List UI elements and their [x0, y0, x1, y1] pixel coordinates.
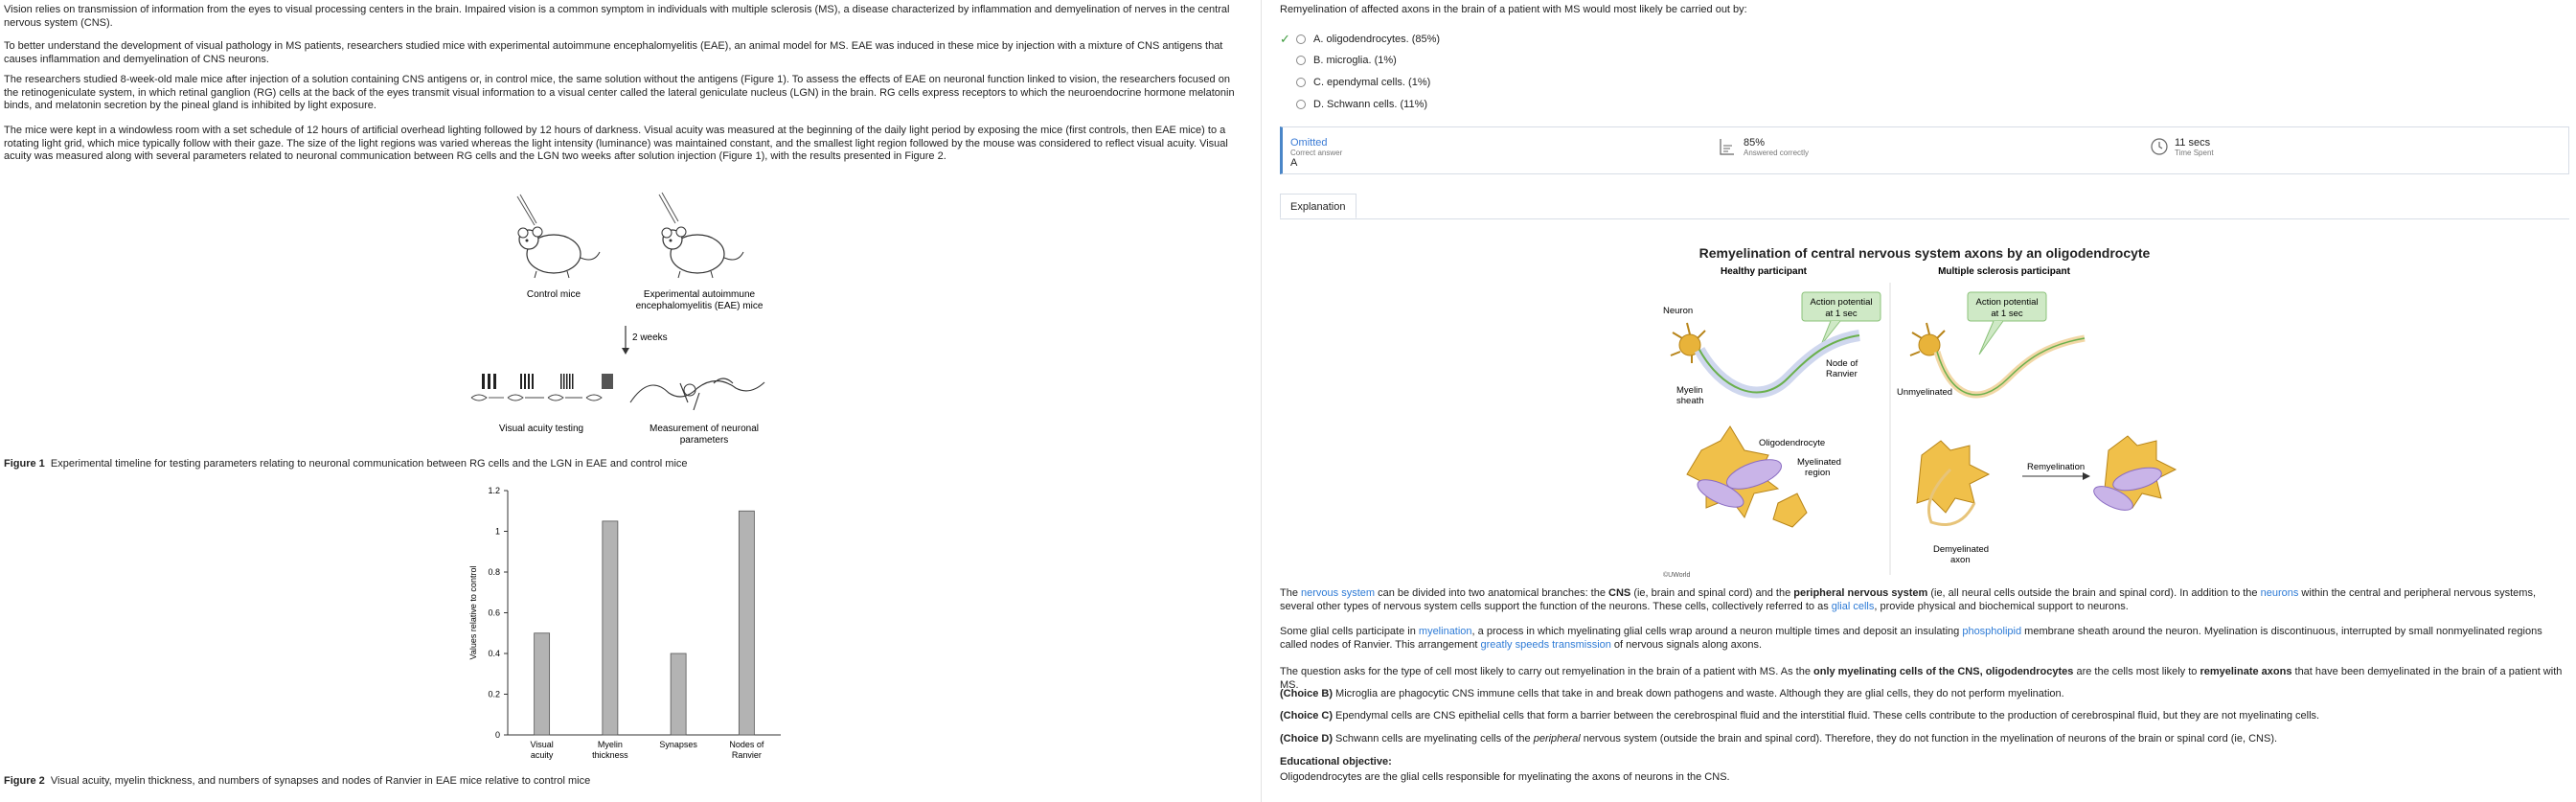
- percent-caption: Answered correctly: [1744, 149, 1810, 157]
- correct-answer-value: A: [1290, 157, 1298, 169]
- y-tick-label: 1.2: [488, 486, 500, 495]
- panel-divider: [1261, 0, 1262, 802]
- choice-b[interactable]: [1280, 53, 1397, 68]
- bar-chart-icon: [1719, 137, 1736, 156]
- passage-paragraph-4: The mice were kept in a windowless room with a set schedule of 12 hours of artificial overhead lighting followed by 12 hours of darkness. Visual acuity was measured at the beginning of the daily light period by exposing the mice (first controls, then EAE mice) to a rotating light grid, which mice typically follow with their gaze. The size of the light regions was varied whereas the light intensity (luminance) was maintained constant, and the smallest light region followed by the mouse was considered to reflect visual acuity. Visual acuity was measured along with several parameters related to neuronal communication between RG cells and the LGN two weeks after solution injection (Figure 1), with the results presented in Figure 2.: [4, 125, 1228, 162]
- choice-c-radio[interactable]: [1296, 78, 1306, 87]
- percent-value: 85%: [1744, 137, 1766, 149]
- explanation-paragraph-1: The nervous system can be divided into two anatomical branches: the CNS (ie, brain and spinal cord) and the peripheral nervous system (ie, all neural cells outside the brain and spinal cord). In addition to the neurons within the central and peripheral nervous systems, several other types of nervous system cells support the function of the neurons. These cells, collectively referred to as glial cells, provide physical and biochemical support to neurons.: [1280, 587, 2536, 612]
- eae-mouse-icon: [659, 193, 743, 278]
- nervous-system-link[interactable]: nervous system: [1301, 587, 1376, 599]
- neuron-sketch-icon: [630, 378, 764, 410]
- y-tick-label: 0.6: [488, 607, 500, 618]
- y-tick-label: 0.8: [488, 567, 500, 577]
- light-grid-icons: [482, 374, 613, 389]
- figure1-caption: [4, 458, 688, 470]
- bar: [671, 653, 686, 735]
- speeds-transmission-link[interactable]: greatly speeds transmission: [1480, 638, 1611, 651]
- figure2-caption: [4, 775, 590, 787]
- y-tick-label: 0.2: [488, 689, 500, 699]
- explanation-choice-c: (Choice C) Ependymal cells are CNS epithelial cells that form a barrier between the cerebrospinal fluid and the interstitial fluid. These cells contribute to the production of cerebrospinal fluid, but they are not myelinating cells.: [1280, 710, 2320, 722]
- passage-panel: [0, 0, 1250, 802]
- y-tick-label: 0: [494, 730, 500, 740]
- choice-b-label: B. microglia. (1%): [1313, 55, 1397, 66]
- y-axis-label: Values relative to control: [468, 565, 478, 660]
- explanation-paragraph-3: The question asks for the type of cell most likely to carry out remyelination in the brain of a patient with MS. As the only myelinating cells of the CNS, oligodendrocytes are the cells most likely to remyelinate axons that have been demyelinated in the brain of a patient with MS.: [1280, 666, 2563, 691]
- unmyelinated-neuron-icon: [1910, 323, 2085, 395]
- figure1-caption-text: Experimental timeline for testing parameters relating to neuronal communication between RG cells and the LGN in EAE and control mice: [50, 458, 688, 470]
- choice-b-radio[interactable]: [1296, 56, 1306, 65]
- x-tick-label: Synapses: [659, 740, 697, 749]
- node-of-ranvier-line2: Ranvier: [1826, 369, 1858, 379]
- bar: [535, 633, 550, 735]
- choice-d[interactable]: [1280, 97, 1427, 112]
- passage-paragraph-1: Vision relies on transmission of information from the eyes to visual processing centers in the brain. Impaired vision is a common symptom in individuals with multiple sclerosis (MS), a disease characterized by inflammation and demyelination of nerves in the central nervous system (CNS).: [4, 4, 1230, 29]
- figure1-caption-label: Figure 1: [4, 458, 45, 470]
- y-tick-label: 0.4: [488, 649, 500, 658]
- visual-acuity-testing-label: Visual acuity testing: [498, 424, 584, 434]
- eae-mice-label-line2: encephalomyelitis (EAE) mice: [635, 301, 764, 311]
- myelin-sheath-line2: sheath: [1676, 396, 1704, 406]
- answer-stats-bar: [1280, 126, 2569, 174]
- question-panel: [1280, 0, 2573, 802]
- x-tick-label: Nodes of: [729, 740, 764, 749]
- time-caption: Time Spent: [2175, 149, 2214, 157]
- remyelination-illustration: [1663, 264, 2180, 580]
- demyelinated-axon-line1: Demyelinated: [1933, 544, 1990, 555]
- figure1-timeline-diagram: [460, 187, 795, 450]
- choice-a-radio[interactable]: [1296, 34, 1306, 44]
- remyelinated-cell-icon: [2090, 436, 2176, 515]
- demyelinated-axon-line2: axon: [1950, 555, 1971, 565]
- y-tick-label: 1: [494, 526, 500, 537]
- measurement-label-line1: Measurement of neuronal: [650, 424, 759, 434]
- educational-objective-text: Oligodendrocytes are the glial cells responsible for myelinating the axons of neurons in the CNS.: [1280, 771, 1730, 783]
- node-of-ranvier-line1: Node of: [1826, 358, 1858, 369]
- testing-mice-row: [471, 395, 602, 401]
- percent-stat: [1719, 137, 1809, 157]
- ms-participant-label: Multiple sclerosis participant: [1938, 266, 2070, 277]
- measurement-label-line2: parameters: [679, 435, 729, 446]
- two-weeks-label: 2 weeks: [632, 332, 668, 343]
- time-stat: [2150, 137, 2214, 157]
- action-potential-healthy-line2: at 1 sec: [1825, 309, 1858, 319]
- neurons-link[interactable]: neurons: [2260, 587, 2299, 599]
- action-potential-healthy-line1: Action potential: [1810, 297, 1873, 308]
- choice-a[interactable]: [1280, 32, 1440, 47]
- status-text: Omitted: [1290, 137, 1328, 149]
- bar: [603, 521, 618, 735]
- x-tick-label: thickness: [592, 750, 628, 760]
- control-mice-label: Control mice: [526, 289, 581, 300]
- choice-c-label: C. ependymal cells. (1%): [1313, 77, 1431, 88]
- educational-objective-heading: Educational objective:: [1280, 756, 1392, 768]
- action-potential-ms-line1: Action potential: [1975, 297, 2039, 308]
- eae-mice-label-line1: Experimental autoimmune: [643, 289, 756, 300]
- passage-paragraph-2: To better understand the development of visual pathology in MS patients, researchers studied mice with experimental autoimmune encephalomyelitis (EAE), an animal model for MS. EAE was induced in these mice by injection with a mixture of CNS antigens that causes inflammation and demyelination of CNS neurons.: [4, 40, 1223, 65]
- correct-check-icon: ✓: [1280, 32, 1290, 46]
- explanation-choice-d: (Choice D) Schwann cells are myelinating cells of the peripheral nervous system (outside the brain and spinal cord). Therefore, they do not function in the myelination of neurons of the brain or spinal cord (ie, CNS).: [1280, 733, 2278, 745]
- explanation-tabbar: [1280, 194, 2569, 219]
- tab-explanation[interactable]: Explanation: [1280, 194, 1356, 218]
- control-mouse-icon: [517, 195, 600, 278]
- time-value: 11 secs: [2175, 137, 2211, 149]
- figure2-bar-chart: [465, 479, 790, 771]
- oligodendrocyte-label: Oligodendrocyte: [1759, 438, 1826, 448]
- x-tick-label: acuity: [530, 750, 554, 760]
- phospholipid-link[interactable]: phospholipid: [1962, 626, 2022, 637]
- bar: [739, 511, 754, 735]
- glial-cells-link[interactable]: glial cells: [1831, 600, 1875, 612]
- x-tick-label: Visual: [530, 740, 554, 749]
- myelinated-region-line2: region: [1805, 468, 1831, 478]
- figure2-caption-label: Figure 2: [4, 775, 45, 787]
- choice-c[interactable]: [1280, 75, 1430, 90]
- myelin-sheath-line1: Myelin: [1676, 385, 1703, 396]
- explanation-paragraph-2: Some glial cells participate in myelination, a process in which myelinating glial cells wrap around a neuron multiple times and deposit an insulating phospholipid membrane sheath around the neuron. Myelination is discontinuous, interrupted by small nonmyelinated regions called nodes of Ranvier. This arrangement greatly speeds transmission of nervous signals along axons.: [1280, 626, 2542, 651]
- figure2-caption-text: Visual acuity, myelin thickness, and numbers of synapses and nodes of Ranvier in EAE mice relative to control mice: [50, 775, 591, 787]
- copyright-text: ©UWorld: [1663, 572, 1691, 579]
- choice-d-label: D. Schwann cells. (11%): [1313, 99, 1428, 110]
- x-tick-label: Myelin: [597, 740, 623, 749]
- action-potential-ms-line2: at 1 sec: [1991, 309, 2023, 319]
- correct-answer-caption: Correct answer: [1290, 149, 1343, 157]
- myelination-link[interactable]: myelination: [1418, 626, 1472, 637]
- choice-a-label: A. oligodendrocytes. (85%): [1313, 34, 1441, 45]
- demyelinated-cell-icon: [1917, 441, 1989, 525]
- unmyelinated-label: Unmyelinated: [1897, 387, 1953, 398]
- myelinated-region-line1: Myelinated: [1797, 457, 1841, 468]
- passage-paragraph-3: The researchers studied 8-week-old male mice after injection of a solution containing CNS antigens or, in control mice, the same solution without the antigens (Figure 1). To assess the effects of EAE on neuronal function linked to vision, the researchers focused on the retinogeniculate system, in which retinal ganglion (RG) cells at the back of the eyes transmit visual information to a visual center called the lateral geniculate nucleus (LGN) in the brain. RG cells express receptors to which the neuroendocrine hormone melatonin binds, and melatonin secretion by the pineal gland is inhibited by light exposure.: [4, 74, 1235, 111]
- clock-icon: [2150, 137, 2169, 156]
- question-stem: Remyelination of affected axons in the brain of a patient with MS would most likely be carried out by:: [1280, 4, 1747, 15]
- choice-d-radio[interactable]: [1296, 100, 1306, 109]
- omitted-stat: [1290, 137, 1342, 169]
- x-tick-label: Ranvier: [731, 750, 762, 760]
- illustration-title: Remyelination of central nervous system axons by an oligodendrocyte: [1698, 245, 2151, 261]
- explanation-choice-b: (Choice B) Microglia are phagocytic CNS immune cells that take in and break down pathogens and waste. Although they are glial cells, they do not perform myelination.: [1280, 688, 2064, 699]
- neuron-label: Neuron: [1663, 306, 1694, 316]
- remyelination-label: Remyelination: [2027, 462, 2086, 472]
- healthy-participant-label: Healthy participant: [1720, 266, 1808, 277]
